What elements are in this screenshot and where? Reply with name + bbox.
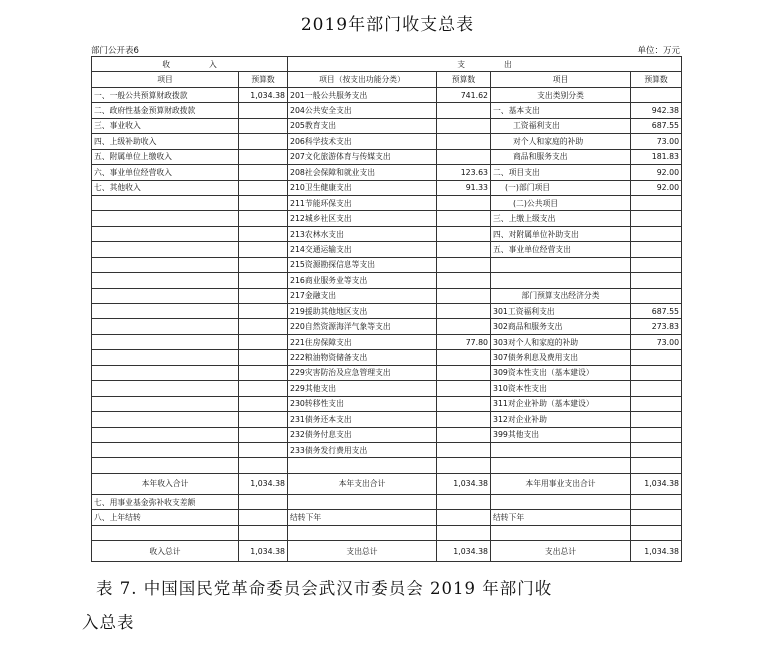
income-budget — [239, 319, 288, 334]
expense-func-item: 217金融支出 — [288, 288, 437, 303]
expense-func-item: 222粮油物资储备支出 — [288, 350, 437, 365]
grand-use-label: 支出总计 — [491, 541, 631, 562]
income-item — [92, 396, 239, 411]
grand-income-value: 1,034.38 — [239, 541, 288, 562]
expense-category-item: 工资福利支出 — [491, 118, 631, 133]
grand-total-row — [92, 541, 682, 562]
table-row — [92, 195, 682, 210]
income-item — [92, 211, 239, 226]
expense-func-budget — [437, 396, 491, 411]
income-budget — [239, 412, 288, 427]
unit-label: 单位：万元 — [637, 46, 680, 56]
column-header-row — [92, 72, 682, 87]
table-row — [92, 427, 682, 442]
grand-expense-value: 1,034.38 — [437, 541, 491, 562]
carry-forward-label: 结转下年 — [491, 510, 631, 525]
year-total-row — [92, 473, 682, 494]
col-budget: 预算数 — [239, 72, 288, 87]
income-item — [92, 381, 239, 396]
income-budget — [239, 365, 288, 380]
income-budget — [239, 442, 288, 457]
expense-func-budget: 91.33 — [437, 180, 491, 195]
income-item — [92, 226, 239, 241]
extra-row — [92, 510, 682, 525]
income-item: 六、事业单位经营收入 — [92, 165, 239, 180]
expense-category-item — [491, 458, 631, 473]
income-item: 一、一般公共预算财政拨款 — [92, 87, 239, 102]
expense-category-budget: 92.00 — [631, 165, 682, 180]
expense-category-budget: 181.83 — [631, 149, 682, 164]
income-item — [92, 365, 239, 380]
expense-category-item: 支出类别分类 — [491, 87, 631, 102]
expense-category-budget — [631, 442, 682, 457]
income-budget — [239, 273, 288, 288]
expense-func-budget — [437, 273, 491, 288]
expense-func-budget — [437, 257, 491, 272]
income-total-value: 1,034.38 — [239, 473, 288, 494]
caption-line-1: 表 7. 中国国民党革命委员会武汉市委员会 2019 年部门收 — [96, 579, 553, 598]
expense-func-item: 207文化旅游体育与传媒支出 — [288, 149, 437, 164]
expense-func-budget — [437, 319, 491, 334]
budget-table — [91, 56, 682, 562]
expense-func-budget — [437, 427, 491, 442]
expense-category-budget — [631, 87, 682, 102]
income-budget — [239, 211, 288, 226]
income-budget — [239, 226, 288, 241]
expense-category-item — [491, 442, 631, 457]
income-total-label: 本年收入合计 — [92, 473, 239, 494]
expense-func-budget — [437, 412, 491, 427]
income-budget — [239, 165, 288, 180]
expense-func-item: 214交通运输支出 — [288, 242, 437, 257]
col-budget3: 预算数 — [631, 72, 682, 87]
expense-category-budget — [631, 381, 682, 396]
expense-category-budget — [631, 458, 682, 473]
table-row — [92, 319, 682, 334]
income-budget — [239, 149, 288, 164]
expense-func-budget: 123.63 — [437, 165, 491, 180]
table-row — [92, 334, 682, 349]
table-row — [92, 442, 682, 457]
income-item — [92, 350, 239, 365]
expense-category-budget — [631, 211, 682, 226]
income-budget — [239, 103, 288, 118]
expense-category-item: 五、事业单位经营支出 — [491, 242, 631, 257]
grand-use-value: 1,034.38 — [631, 541, 682, 562]
income-budget — [239, 458, 288, 473]
expense-func-budget — [437, 149, 491, 164]
expense-category-item: 三、上缴上级支出 — [491, 211, 631, 226]
use-total-value: 1,034.38 — [631, 473, 682, 494]
expense-func-budget — [437, 103, 491, 118]
expense-category-item: 307债务利息及费用支出 — [491, 350, 631, 365]
blank-row — [92, 525, 682, 540]
expense-func-budget — [437, 195, 491, 210]
carry-forward-label: 结转下年 — [288, 510, 437, 525]
expense-func-budget — [437, 134, 491, 149]
expense-category-item: (一)部门项目 — [491, 180, 631, 195]
expense-func-item: 215资源勘探信息等支出 — [288, 257, 437, 272]
extra-row — [92, 494, 682, 509]
table-row — [92, 257, 682, 272]
expense-func-budget — [437, 288, 491, 303]
expense-category-budget: 92.00 — [631, 180, 682, 195]
expense-total-value: 1,034.38 — [437, 473, 491, 494]
expense-func-item: 232债务付息支出 — [288, 427, 437, 442]
expense-category-item: 303对个人和家庭的补助 — [491, 334, 631, 349]
income-budget — [239, 134, 288, 149]
expense-category-item — [491, 257, 631, 272]
expense-func-budget — [437, 226, 491, 241]
income-budget — [239, 118, 288, 133]
expense-func-item: 216商业服务业等支出 — [288, 273, 437, 288]
expense-func-item: 213农林水支出 — [288, 226, 437, 241]
table-row — [92, 149, 682, 164]
income-item — [92, 427, 239, 442]
expense-category-item: 商品和服务支出 — [491, 149, 631, 164]
income-budget — [239, 427, 288, 442]
expense-func-budget — [437, 304, 491, 319]
income-item: 五、附属单位上缴收入 — [92, 149, 239, 164]
expense-category-budget — [631, 365, 682, 380]
grand-income-label: 收入总计 — [92, 541, 239, 562]
expense-func-item: 219援助其他地区支出 — [288, 304, 437, 319]
income-item: 三、事业收入 — [92, 118, 239, 133]
income-item — [92, 334, 239, 349]
table-row — [92, 365, 682, 380]
expense-func-item: 231债务还本支出 — [288, 412, 437, 427]
table-row — [92, 458, 682, 473]
table-row — [92, 350, 682, 365]
section-header-row — [92, 57, 682, 72]
expense-category-budget: 73.00 — [631, 334, 682, 349]
expense-category-item: 310资本性支出 — [491, 381, 631, 396]
col-item3: 项目 — [491, 72, 631, 87]
expense-category-item: 399其他支出 — [491, 427, 631, 442]
income-budget — [239, 304, 288, 319]
expense-category-budget — [631, 412, 682, 427]
expense-category-budget — [631, 427, 682, 442]
table-row — [92, 165, 682, 180]
expense-func-budget — [437, 350, 491, 365]
table-row — [92, 242, 682, 257]
page-title: 2019年部门收支总表 — [300, 15, 475, 35]
expense-category-item: 部门预算支出经济分类 — [491, 288, 631, 303]
use-total-label: 本年用事业支出合计 — [491, 473, 631, 494]
expense-category-budget — [631, 242, 682, 257]
income-item — [92, 242, 239, 257]
col-func-item: 项目（按支出功能分类） — [288, 72, 437, 87]
expense-func-item — [288, 458, 437, 473]
expense-category-budget: 273.83 — [631, 319, 682, 334]
expense-category-item: 302商品和服务支出 — [491, 319, 631, 334]
expense-func-item: 201一般公共服务支出 — [288, 87, 437, 102]
expense-func-item: 212城乡社区支出 — [288, 211, 437, 226]
expense-category-item: 四、对附属单位补助支出 — [491, 226, 631, 241]
table-row — [92, 396, 682, 411]
income-budget: 1,034.38 — [239, 87, 288, 102]
expense-func-item: 204公共安全支出 — [288, 103, 437, 118]
expense-category-budget: 73.00 — [631, 134, 682, 149]
expense-category-budget — [631, 273, 682, 288]
expense-func-item: 229灾害防治及应急管理支出 — [288, 365, 437, 380]
table-row — [92, 226, 682, 241]
expense-category-budget: 687.55 — [631, 118, 682, 133]
income-item — [92, 195, 239, 210]
expense-func-item: 205教育支出 — [288, 118, 437, 133]
income-item — [92, 304, 239, 319]
expense-func-budget — [437, 118, 491, 133]
col-budget2: 预算数 — [437, 72, 491, 87]
expense-category-item: 309资本性支出（基本建设） — [491, 365, 631, 380]
caption-line-2: 入总表 — [82, 613, 135, 632]
expense-category-item: 二、项目支出 — [491, 165, 631, 180]
table-row — [92, 134, 682, 149]
form-number: 部门公开表6 — [91, 46, 139, 56]
expense-func-budget — [437, 458, 491, 473]
col-item: 项目 — [92, 72, 239, 87]
income-budget — [239, 288, 288, 303]
expense-category-budget — [631, 396, 682, 411]
table-row — [92, 118, 682, 133]
expense-func-item: 206科学技术支出 — [288, 134, 437, 149]
table-row — [92, 412, 682, 427]
income-budget — [239, 180, 288, 195]
table-row — [92, 211, 682, 226]
income-budget — [239, 242, 288, 257]
table-row — [92, 180, 682, 195]
income-budget — [239, 396, 288, 411]
extra-row-label: 七、用事业基金弥补收支差额 — [92, 494, 239, 509]
table-row — [92, 87, 682, 102]
expense-category-budget — [631, 288, 682, 303]
expense-category-item: 一、基本支出 — [491, 103, 631, 118]
expense-func-budget — [437, 242, 491, 257]
expense-func-item: 220自然资源海洋气象等支出 — [288, 319, 437, 334]
expense-total-label: 本年支出合计 — [288, 473, 437, 494]
table-row — [92, 273, 682, 288]
expense-category-item: 312对企业补助 — [491, 412, 631, 427]
income-header: 收 入 — [92, 57, 288, 72]
income-budget — [239, 334, 288, 349]
expense-category-budget — [631, 350, 682, 365]
expense-category-item: (二)公共项目 — [491, 195, 631, 210]
table-row — [92, 304, 682, 319]
table-row — [92, 288, 682, 303]
income-budget — [239, 350, 288, 365]
expense-func-budget — [437, 442, 491, 457]
table-caption — [82, 572, 696, 640]
income-item — [92, 273, 239, 288]
expense-func-budget: 77.80 — [437, 334, 491, 349]
expense-category-budget — [631, 226, 682, 241]
table-row — [92, 381, 682, 396]
income-item: 四、上级补助收入 — [92, 134, 239, 149]
expense-category-item: 311对企业补助（基本建设） — [491, 396, 631, 411]
expense-func-item: 208社会保障和就业支出 — [288, 165, 437, 180]
grand-expense-label: 支出总计 — [288, 541, 437, 562]
expense-category-budget: 687.55 — [631, 304, 682, 319]
expense-func-budget: 741.62 — [437, 87, 491, 102]
income-item — [92, 412, 239, 427]
expense-func-item: 229其他支出 — [288, 381, 437, 396]
expense-category-budget — [631, 195, 682, 210]
expense-category-item — [491, 273, 631, 288]
expense-func-item: 233债务发行费用支出 — [288, 442, 437, 457]
income-item — [92, 257, 239, 272]
expense-func-budget — [437, 381, 491, 396]
income-item — [92, 319, 239, 334]
expense-func-item: 211节能环保支出 — [288, 195, 437, 210]
expense-category-budget: 942.38 — [631, 103, 682, 118]
income-item — [92, 458, 239, 473]
expense-category-item: 301工资福利支出 — [491, 304, 631, 319]
table-row — [92, 103, 682, 118]
expense-category-budget — [631, 257, 682, 272]
extra-row-label: 八、上年结转 — [92, 510, 239, 525]
income-item: 二、政府性基金预算财政拨款 — [92, 103, 239, 118]
expense-func-budget — [437, 365, 491, 380]
income-budget — [239, 257, 288, 272]
expense-func-item: 221住房保障支出 — [288, 334, 437, 349]
expense-func-item: 210卫生健康支出 — [288, 180, 437, 195]
expense-func-item: 230转移性支出 — [288, 396, 437, 411]
income-item — [92, 442, 239, 457]
income-item: 七、其他收入 — [92, 180, 239, 195]
income-item — [92, 288, 239, 303]
expense-func-budget — [437, 211, 491, 226]
expense-category-item: 对个人和家庭的补助 — [491, 134, 631, 149]
income-budget — [239, 381, 288, 396]
expense-header: 支 出 — [288, 57, 682, 72]
income-budget — [239, 195, 288, 210]
